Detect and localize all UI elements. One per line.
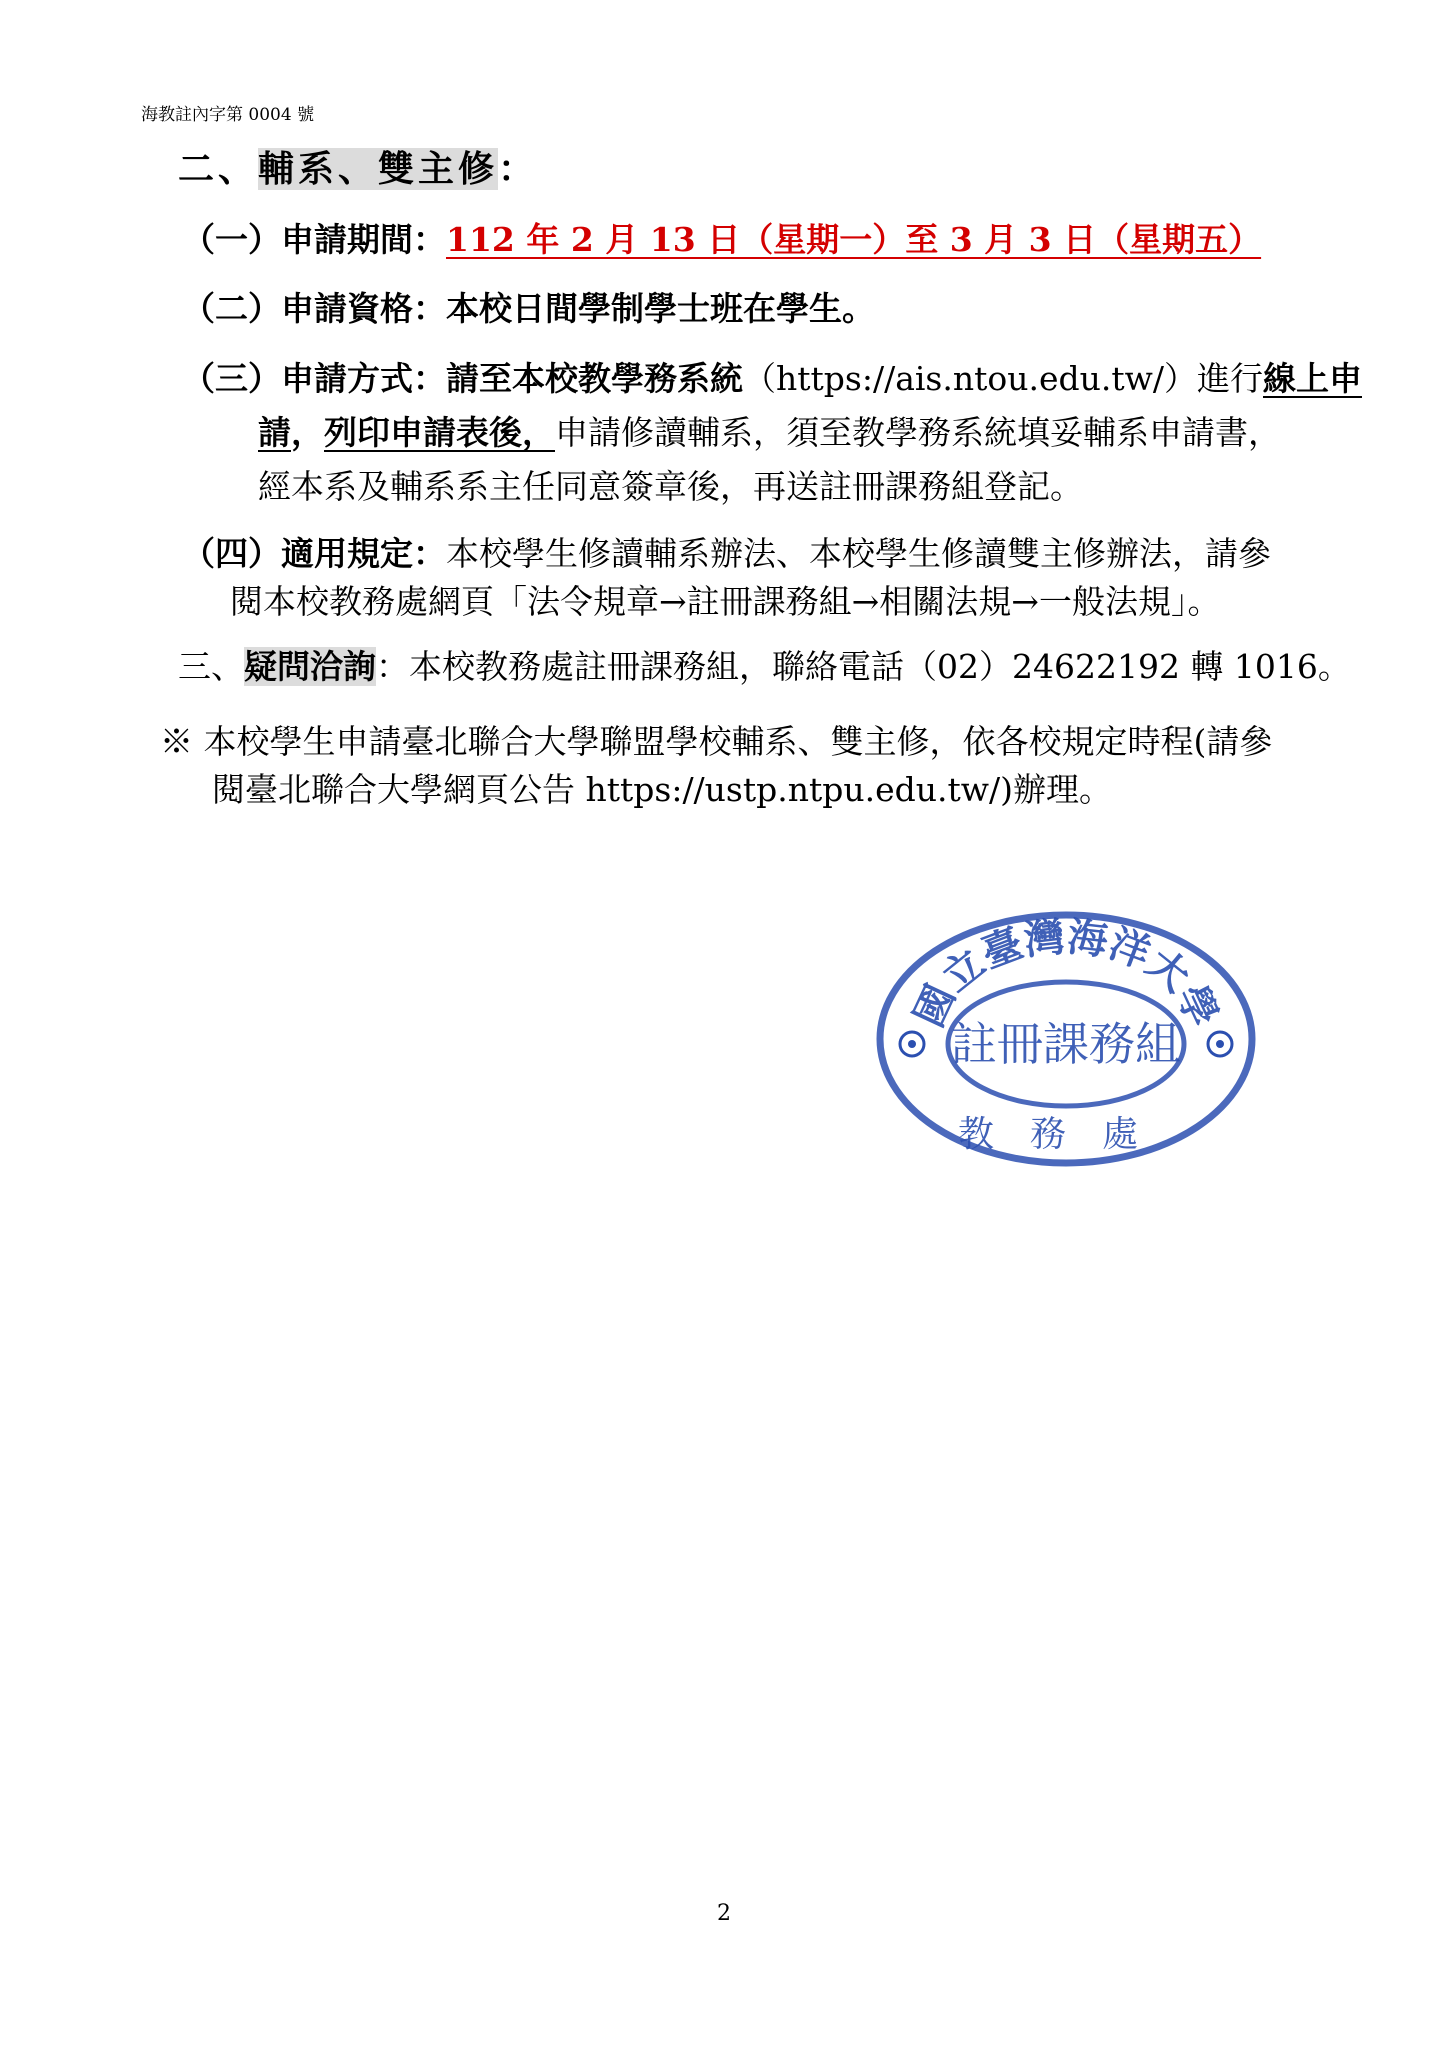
method-print-form: 列印申請表後， — [324, 413, 555, 452]
method-online-apply-cont: 請 — [258, 413, 291, 452]
method-text-h: 經本系及輔系系主任同意簽章後，再送註冊課務組登記。 — [258, 467, 1083, 506]
eligibility-value: 本校日間學制學士班在學生。 — [446, 289, 875, 328]
section-2-prefix: 二、 — [178, 148, 259, 190]
regulations-text-a: 本校學生修讀輔系辦法、本校學生修讀雙主修辦法，請參 — [446, 534, 1271, 573]
seal-bottom-text: 教務處 — [957, 1114, 1175, 1155]
method-online-apply: 線上申 — [1263, 359, 1362, 398]
section-3-label: 疑問洽詢 — [244, 647, 376, 686]
item-application-method-line1 — [182, 357, 1362, 401]
section-3-prefix: 三、 — [178, 647, 244, 686]
section-2-heading: 輔系、雙主修 — [258, 148, 499, 190]
item-2-label: （二）申請資格： — [182, 289, 446, 328]
item-4-label: （四）適用規定： — [182, 534, 446, 573]
page-number: 2 — [717, 1901, 731, 1926]
seal-center-text: 註冊課務組 — [951, 1017, 1181, 1071]
document-number: 海教註內字第 0004 號 — [141, 105, 315, 125]
item-regulations-line2 — [230, 580, 1220, 624]
item-application-method-line3 — [258, 465, 1083, 509]
section-3-inquiry — [178, 645, 1351, 689]
item-1-label: （一）申請期間： — [182, 220, 446, 259]
note-line-2: 閱臺北聯合大學網頁公告 https://ustp.ntpu.edu.tw/)辦理。 — [212, 770, 1113, 809]
item-application-period — [182, 218, 1261, 262]
seal-flower-right-icon — [1208, 1032, 1232, 1056]
official-seal — [872, 908, 1260, 1170]
item-3-label: （三）申請方式： — [182, 359, 446, 398]
seal-flower-left-icon — [900, 1032, 924, 1056]
method-text-a: 請至本校教學務系統 — [446, 359, 743, 398]
seal-outer-text: 國立臺灣海洋大學 — [905, 913, 1227, 1035]
method-url: （https://ais.ntou.edu.tw/）進行 — [743, 359, 1263, 398]
section-2-title — [178, 145, 538, 193]
note-line-1: ※ 本校學生申請臺北聯合大學聯盟學校輔系、雙主修，依各校規定時程(請參 — [160, 722, 1273, 761]
section-3-text: ：本校教務處註冊課務組，聯絡電話（02）24622192 轉 1016。 — [376, 647, 1351, 686]
method-text-g: 申請修讀輔系，須至教學務系統填妥輔系申請書， — [555, 413, 1281, 452]
section-2-colon: ： — [498, 148, 539, 190]
item-eligibility — [182, 287, 875, 331]
item-application-method-line2 — [258, 411, 1281, 455]
method-comma: ， — [291, 413, 324, 452]
application-period-value: 112 年 2 月 13 日（星期一）至 3 月 3 日（星期五） — [446, 220, 1262, 259]
item-regulations-line1 — [182, 532, 1271, 576]
regulations-text-b: 閱本校教務處網頁「法令規章→註冊課務組→相關法規→一般法規」。 — [230, 582, 1221, 621]
